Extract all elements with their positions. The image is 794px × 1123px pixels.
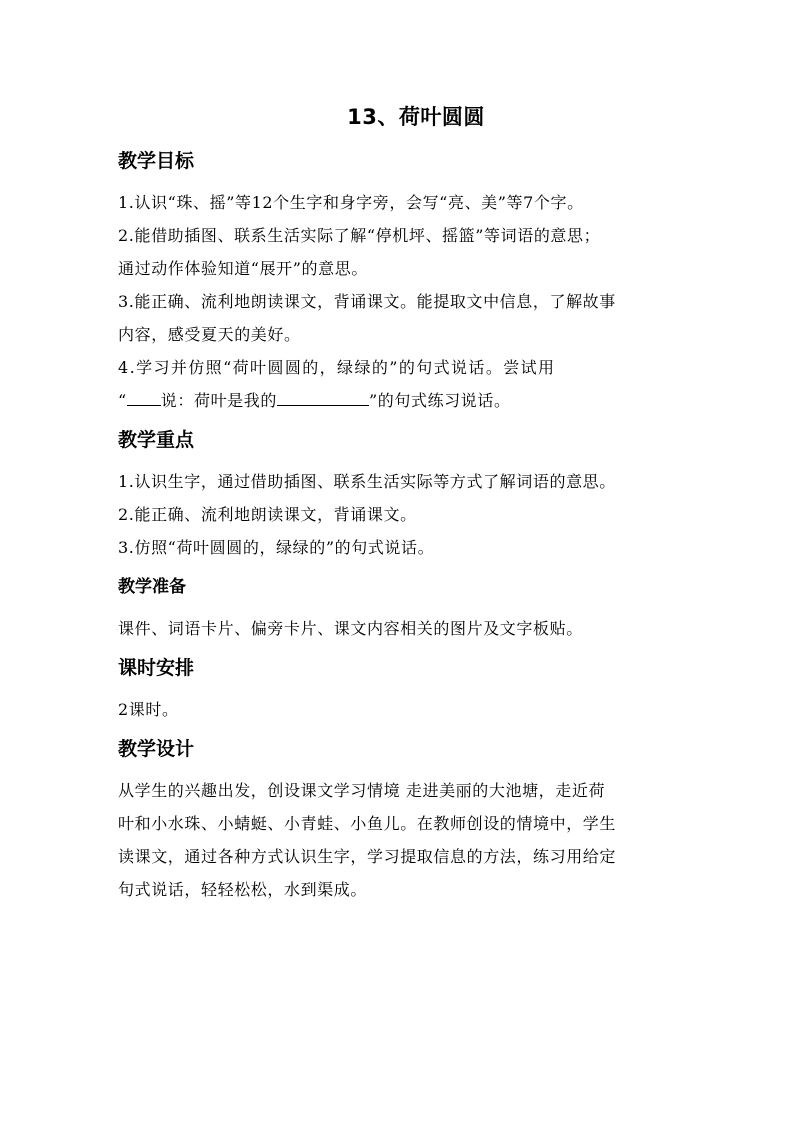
fill-blank-long [277,387,369,406]
design-heading: 教学设计 [118,738,195,760]
objective-line-6: 4.学习并仿照“荷叶圆圆的，绿绿的”的句式说话。尝试用 [118,358,556,377]
schedule-text: 2课时。 [118,700,179,719]
document-title: 13、荷叶圆圆 [347,105,485,129]
key-points-heading: 教学重点 [118,429,195,451]
key-point-3: 3.仿照“荷叶圆圆的，绿绿的”的句式说话。 [118,538,435,557]
preparation-heading: 教学准备 [118,577,186,597]
objectives-list [118,186,680,417]
design-line-1: 从学生的兴趣出发，创设课文学习情境 走进美丽的大池塘，走近荷 [118,781,606,800]
design-section [118,774,680,906]
objectives-heading: 教学目标 [118,150,195,172]
key-point-2: 2.能正确、流利地朗读课文，背诵课文。 [118,505,417,524]
schedule-heading: 课时安排 [118,657,195,679]
objective-line-7 [118,384,680,417]
key-point-1: 1.认识生字，通过借助插图、联系生活实际等方式了解词语的意思。 [118,472,616,491]
objective-line-7-suffix: ”的句式练习说话。 [368,391,511,410]
design-line-4: 句式说话，轻轻松松，水到渠成。 [118,880,368,899]
objective-line-3: 通过动作体验知道“展开”的意思。 [118,259,368,278]
objective-line-1: 1.认识“珠、摇”等12个生字和身字旁，会写“亮、美”等7个字。 [118,193,584,212]
objective-line-7-prefix: “ [118,391,127,410]
objective-line-2: 2.能借助插图、联系生活实际了解“停机坪、摇篮”等词语的意思； [118,226,601,245]
design-line-2: 叶和小水珠、小蜻蜓、小青蛙、小鱼儿。在教师创设的情境中，学生 [118,814,617,833]
objective-line-5: 内容，感受夏天的美好。 [118,325,301,344]
schedule-section [118,693,680,726]
preparation-text: 课件、词语卡片、偏旁卡片、课文内容相关的图片及文字板贴。 [118,619,583,638]
preparation-section [118,612,680,645]
fill-blank-short [127,387,161,406]
objective-line-4: 3.能正确、流利地朗读课文，背诵课文。能提取文中信息，了解故事 [118,292,616,311]
key-points-list [118,465,680,564]
objective-line-7-middle: 说：荷叶是我的 [160,391,277,410]
document-content [118,100,680,912]
design-line-3: 读课文，通过各种方式认识生字，学习提取信息的方法，练习用给定 [118,847,617,866]
